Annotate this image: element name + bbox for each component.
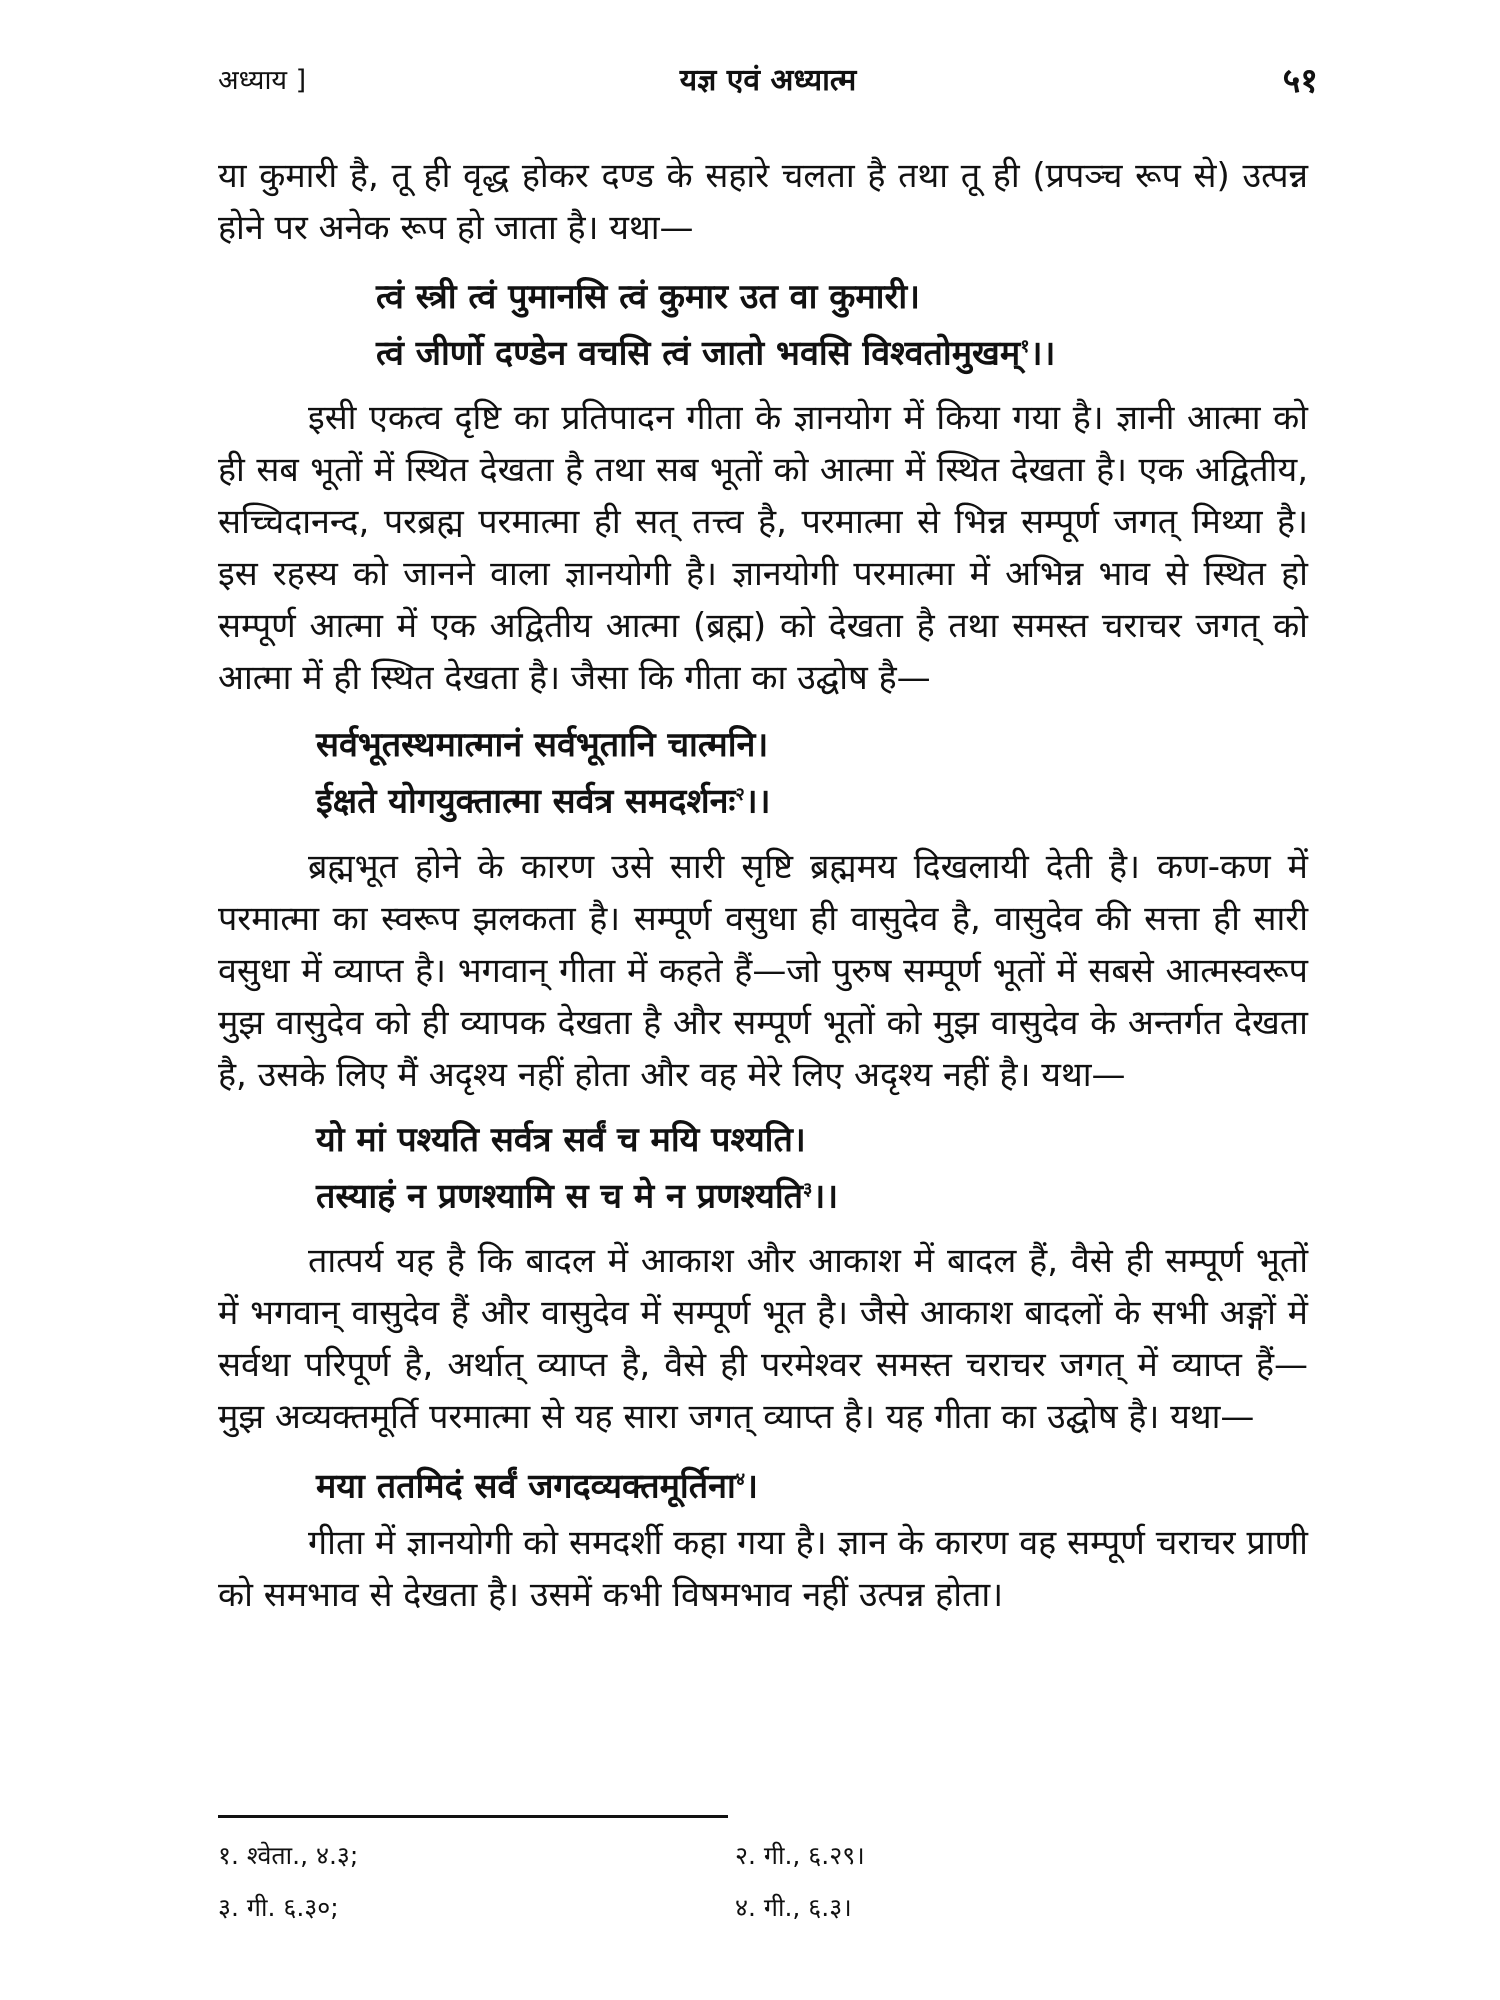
verse-line: तस्याहं न प्रणश्यामि स च मे न प्रणश्यति$^३$।। (316, 1175, 839, 1216)
page-body (218, 150, 1308, 1621)
footnote-ref: २ (735, 784, 745, 806)
running-header (218, 52, 1318, 102)
verse-line: मया ततमिदं सर्वं जगदव्यक्तमूर्तिना$^४$। (316, 1466, 759, 1507)
footnote-ref: ३ (803, 1178, 813, 1200)
footnote: ३. गी. ६.३०; (218, 1893, 339, 1922)
verse (316, 1115, 1308, 1221)
verse-line: ईक्षते योगयुक्तात्मा सर्वत्र समदर्शनः$^२$।। (316, 781, 771, 822)
verse (316, 1455, 1308, 1511)
paragraph: ब्रह्मभूत होने के कारण उसे सारी सृष्टि ब्रह्ममय दिखलायी देती है। कण-कण में परमात्मा का स्वरूप झलकता है। सम्पूर्ण वसुधा ही वासुदेव है, वासुदेव की सत्ता ही सारी वसुधा में व्याप्त है। भगवान् गीता में कहते हैं—जो पुरुष सम्पूर्ण भूतों में सबसे आत्मस्वरूप मुझ वासुदेव को ही व्यापक देखता है और सम्पूर्ण भूतों को मुझ वासुदेव के अन्तर्गत देखता है, उसके लिए मैं अदृश्य नहीं होता और वह मेरे लिए अदृश्य नहीं है। यथा— (218, 846, 1308, 1095)
paragraph: या कुमारी है, तू ही वृद्ध होकर दण्ड के सहारे चलता है तथा तू ही (प्रपञ्च रूप से) उत्पन्न होने पर अनेक रूप हो जाता है। यथा— (218, 156, 1308, 248)
verse-line: यो मां पश्यति सर्वत्र सर्वं च मयि पश्यति। (316, 1119, 806, 1160)
paragraph: तात्पर्य यह है कि बादल में आकाश और आकाश में बादल हैं, वैसे ही सम्पूर्ण भूतों में भगवान् वासुदेव हैं और वासुदेव में सम्पूर्ण भूत है। जैसे आकाश बादलों के सभी अङ्गों में सर्वथा परिपूर्ण है, अर्थात् व्याप्त है, वैसे ही परमेश्वर समस्त चराचर जगत् में व्याप्त हैं—मुझ अव्यक्तमूर्ति परमात्मा से यह सारा जगत् व्याप्त है। यह गीता का उद्घोष है। यथा— (218, 1240, 1308, 1437)
footnote-ref: १ (1020, 336, 1030, 357)
footnote: २. गी., ६.२९। (735, 1841, 865, 1870)
verse (376, 272, 1308, 378)
paragraph: इसी एकत्व दृष्टि का प्रतिपादन गीता के ज्ञानयोग में किया गया है। ज्ञानी आत्मा को ही सब भूतों में स्थित देखता है तथा सब भूतों को आत्मा में स्थित देखता है। एक अद्वितीय, सच्चिदानन्द, परब्रह्म परमात्मा ही सत् तत्त्व है, परमात्मा से भिन्न सम्पूर्ण जगत् मिथ्या है। इस रहस्य को जानने वाला ज्ञानयोगी है। ज्ञानयोगी परमात्मा में अभिन्न भाव से स्थित हो सम्पूर्ण आत्मा में एक अद्वितीय आत्मा (ब्रह्म) को देखता है तथा समस्त चराचर जगत् को आत्मा में ही स्थित देखता है। जैसा कि गीता का उद्घोष है— (218, 398, 1308, 699)
verse (316, 720, 1308, 826)
page-title: यज्ञ एवं अध्यात्म (679, 63, 857, 98)
footnote-ref: ४ (735, 1468, 746, 1490)
footnote: ४. गी., ६.३। (735, 1893, 852, 1922)
page-number: ५१ (1282, 61, 1318, 101)
verse-line: त्वं जीर्णो दण्डेन वचसि त्वं जातो भवसि विश्वतोमुखम्$^१$।। (376, 333, 1056, 374)
verse-line: सर्वभूतस्थमात्मानं सर्वभूतानि चात्मनि। (316, 725, 769, 766)
chapter-label: अध्याय ] (218, 65, 307, 96)
footnote: १. श्वेता., ४.३; (218, 1841, 359, 1870)
footnote-divider (218, 1815, 728, 1818)
paragraph: गीता में ज्ञानयोगी को समदर्शी कहा गया है। ज्ञान के कारण वह सम्पूर्ण चराचर प्राणी को समभाव से देखता है। उसमें कभी विषमभाव नहीं उत्पन्न होता। (218, 1523, 1308, 1616)
verse-line: त्वं स्त्री त्वं पुमानसि त्वं कुमार उत वा कुमारी। (376, 277, 921, 317)
